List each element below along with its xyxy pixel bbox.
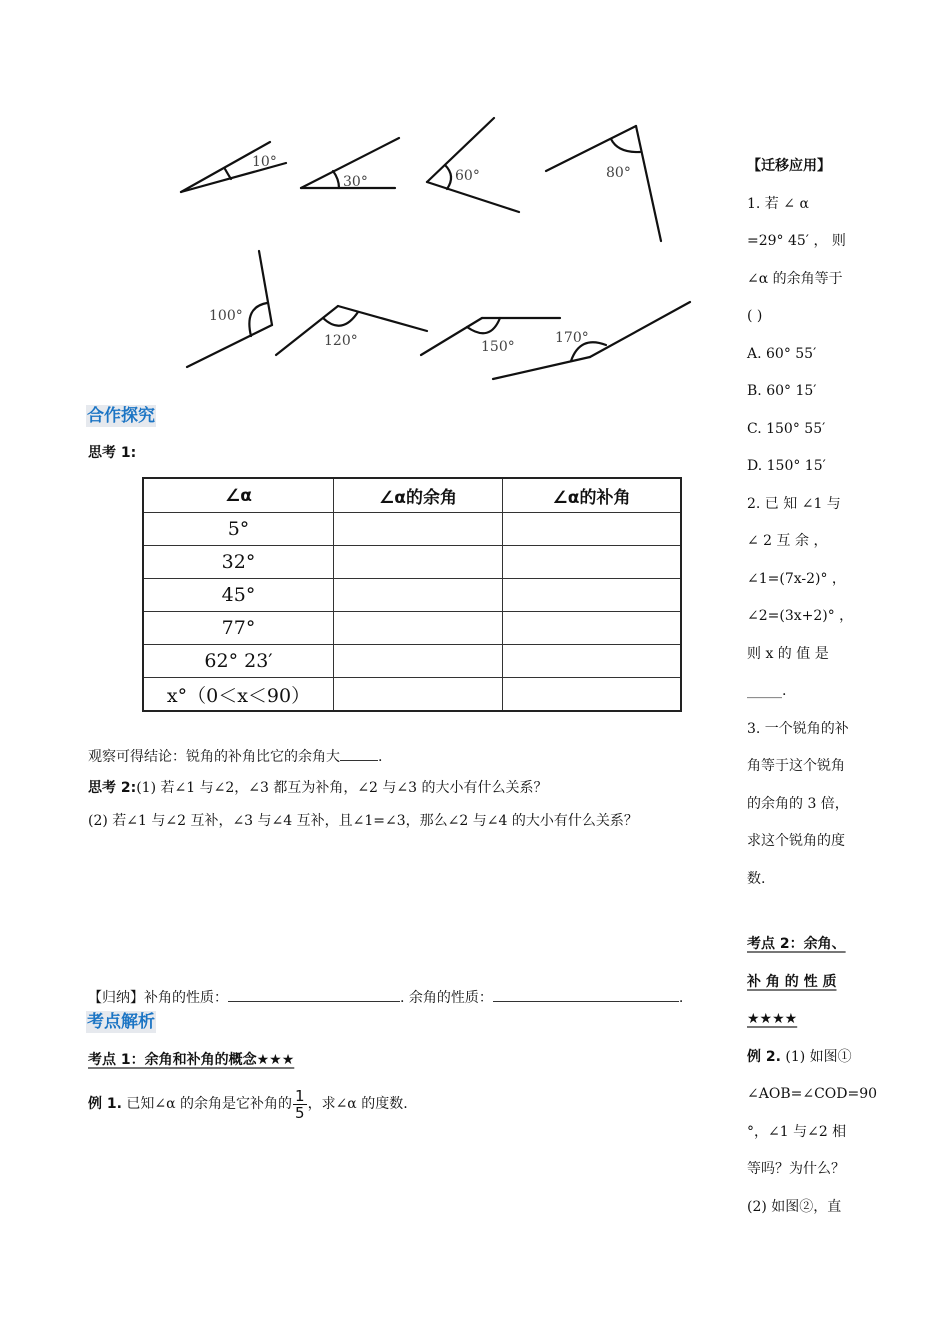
- sidebar-transfer-application: [747, 148, 878, 1226]
- point2-title: 考点 2：余角、: [747, 936, 846, 952]
- complement-cell[interactable]: [334, 678, 503, 712]
- angle-label: 10°: [252, 154, 277, 170]
- example1-text-a: 已知∠α 的余角是它补角的: [121, 1096, 293, 1112]
- supplement-cell[interactable]: [503, 645, 682, 678]
- fraction-numerator: 1: [295, 1086, 305, 1105]
- sidebar-line: ∠AOB=∠COD=90: [747, 1086, 878, 1102]
- example1-text-b: ，求∠α 的度数.: [307, 1096, 408, 1112]
- sidebar-line: 等吗？为什么？: [747, 1161, 845, 1177]
- point2-title: 补 角 的 性 质: [747, 973, 837, 990]
- answer-blank[interactable]: _____.: [747, 683, 787, 699]
- complement-cell[interactable]: [334, 513, 503, 546]
- sidebar-line: ∠α 的余角等于: [747, 270, 843, 287]
- option-a: A. 60° 55′: [747, 345, 817, 362]
- think2-question-2: (2) 若∠1 与∠2 互补，∠3 与∠4 互补，且∠1=∠3，那么∠2 与∠4 的大小有什么关系？: [88, 813, 638, 829]
- section-heading-analysis: 考点解析: [87, 1012, 155, 1032]
- example1: [88, 1086, 408, 1122]
- point2-stars: ★★★★: [747, 1011, 798, 1027]
- example2-first-line: [747, 1039, 865, 1077]
- summary-prefix: 【归纳】补角的性质：: [88, 990, 228, 1006]
- column-header: ∠α: [143, 478, 334, 513]
- conclusion-text: 观察可得结论：锐角的补角比它的余角大: [88, 749, 340, 765]
- sidebar-line: 求这个锐角的度: [747, 833, 845, 849]
- angle-label: 100°: [209, 308, 243, 324]
- angle-value-cell: 32°: [143, 546, 334, 579]
- example2-text: (1) 如图①: [780, 1048, 852, 1065]
- section-heading-cooperative: 合作探究: [87, 406, 155, 426]
- summary-end: .: [678, 990, 684, 1006]
- supplement-cell[interactable]: [503, 678, 682, 712]
- sidebar-line: ∠2=(3x+2)° ，: [747, 608, 854, 624]
- fraction: [293, 1088, 307, 1121]
- sidebar-line: (2) 如图②，直: [747, 1198, 842, 1215]
- point1-title: 考点 1：余角和补角的概念★★★: [88, 1052, 295, 1068]
- summary-mid: . 余角的性质：: [400, 990, 493, 1006]
- sidebar-line: 的余角的 3 倍，: [747, 795, 849, 812]
- table-row: [143, 678, 681, 712]
- think2-label: 思考 2:: [88, 780, 137, 796]
- table-row: [143, 645, 681, 678]
- angle-label: 120°: [324, 333, 358, 349]
- complement-cell[interactable]: [334, 579, 503, 612]
- sidebar-line: 1. 若 ∠ α: [747, 195, 809, 212]
- supplement-cell[interactable]: [503, 612, 682, 645]
- sidebar-heading: 【迁移应用】: [747, 158, 831, 174]
- sidebar-line: 3. 一个锐角的补: [747, 720, 849, 737]
- option-d: D. 150° 15′: [747, 458, 826, 474]
- sidebar-line: ∠ 2 互 余 ，: [747, 533, 828, 549]
- option-b: B. 60° 15′: [747, 383, 817, 399]
- angle-value-cell: x°（0＜x＜90）: [143, 678, 334, 712]
- complement-cell[interactable]: [334, 645, 503, 678]
- fraction-denominator: 5: [295, 1103, 305, 1122]
- sidebar-line: 2. 已 知 ∠1 与: [747, 495, 841, 512]
- summary-line: [88, 987, 683, 1008]
- angle-label: 60°: [455, 168, 480, 184]
- sidebar-line: =29° 45′ ， 则: [747, 233, 846, 249]
- angle-label: 150°: [481, 339, 515, 355]
- period: .: [378, 749, 383, 765]
- angle-value-cell: 45°: [143, 579, 334, 612]
- think1-label: 思考 1:: [88, 445, 137, 461]
- angle-figures: [170, 110, 710, 390]
- think2-question-1: [88, 778, 548, 798]
- table-row: [143, 579, 681, 612]
- sidebar-line: 角等于这个锐角: [747, 758, 845, 774]
- angle-label: 170°: [555, 330, 589, 346]
- column-header: ∠α的补角: [503, 478, 682, 513]
- answer-blank[interactable]: [340, 746, 378, 761]
- supplement-cell[interactable]: [503, 546, 682, 579]
- complement-property-blank[interactable]: [493, 987, 679, 1002]
- sidebar-line: 则 x 的 值 是: [747, 645, 829, 662]
- option-c: C. 150° 55′: [747, 420, 826, 437]
- angle-label: 30°: [343, 174, 368, 190]
- table-header-row: [143, 478, 681, 513]
- supplement-cell[interactable]: [503, 579, 682, 612]
- example1-label: 例 1.: [88, 1096, 122, 1112]
- sidebar-line: ( ): [747, 308, 763, 324]
- table-row: [143, 546, 681, 579]
- sidebar-line: 数.: [747, 870, 766, 887]
- example2-label: 例 2.: [747, 1048, 781, 1065]
- angle-value-cell: 77°: [143, 612, 334, 645]
- column-header: ∠α的余角: [334, 478, 503, 513]
- angle-value-cell: 5°: [143, 513, 334, 546]
- angle-table: [142, 477, 682, 712]
- sidebar-line: °，∠1 与∠2 相: [747, 1123, 847, 1140]
- think2-q1-text: (1) 若∠1 与∠2，∠3 都互为补角，∠2 与∠3 的大小有什么关系？: [136, 780, 548, 796]
- table-row: [143, 612, 681, 645]
- table-row: [143, 513, 681, 546]
- angle-value-cell: 62° 23′: [143, 645, 334, 678]
- supplement-property-blank[interactable]: [228, 987, 400, 1002]
- conclusion-line: [88, 746, 382, 767]
- angle-label: 80°: [606, 165, 631, 181]
- complement-cell[interactable]: [334, 546, 503, 579]
- sidebar-line: ∠1=(7x-2)° ，: [747, 570, 846, 587]
- complement-cell[interactable]: [334, 612, 503, 645]
- supplement-cell[interactable]: [503, 513, 682, 546]
